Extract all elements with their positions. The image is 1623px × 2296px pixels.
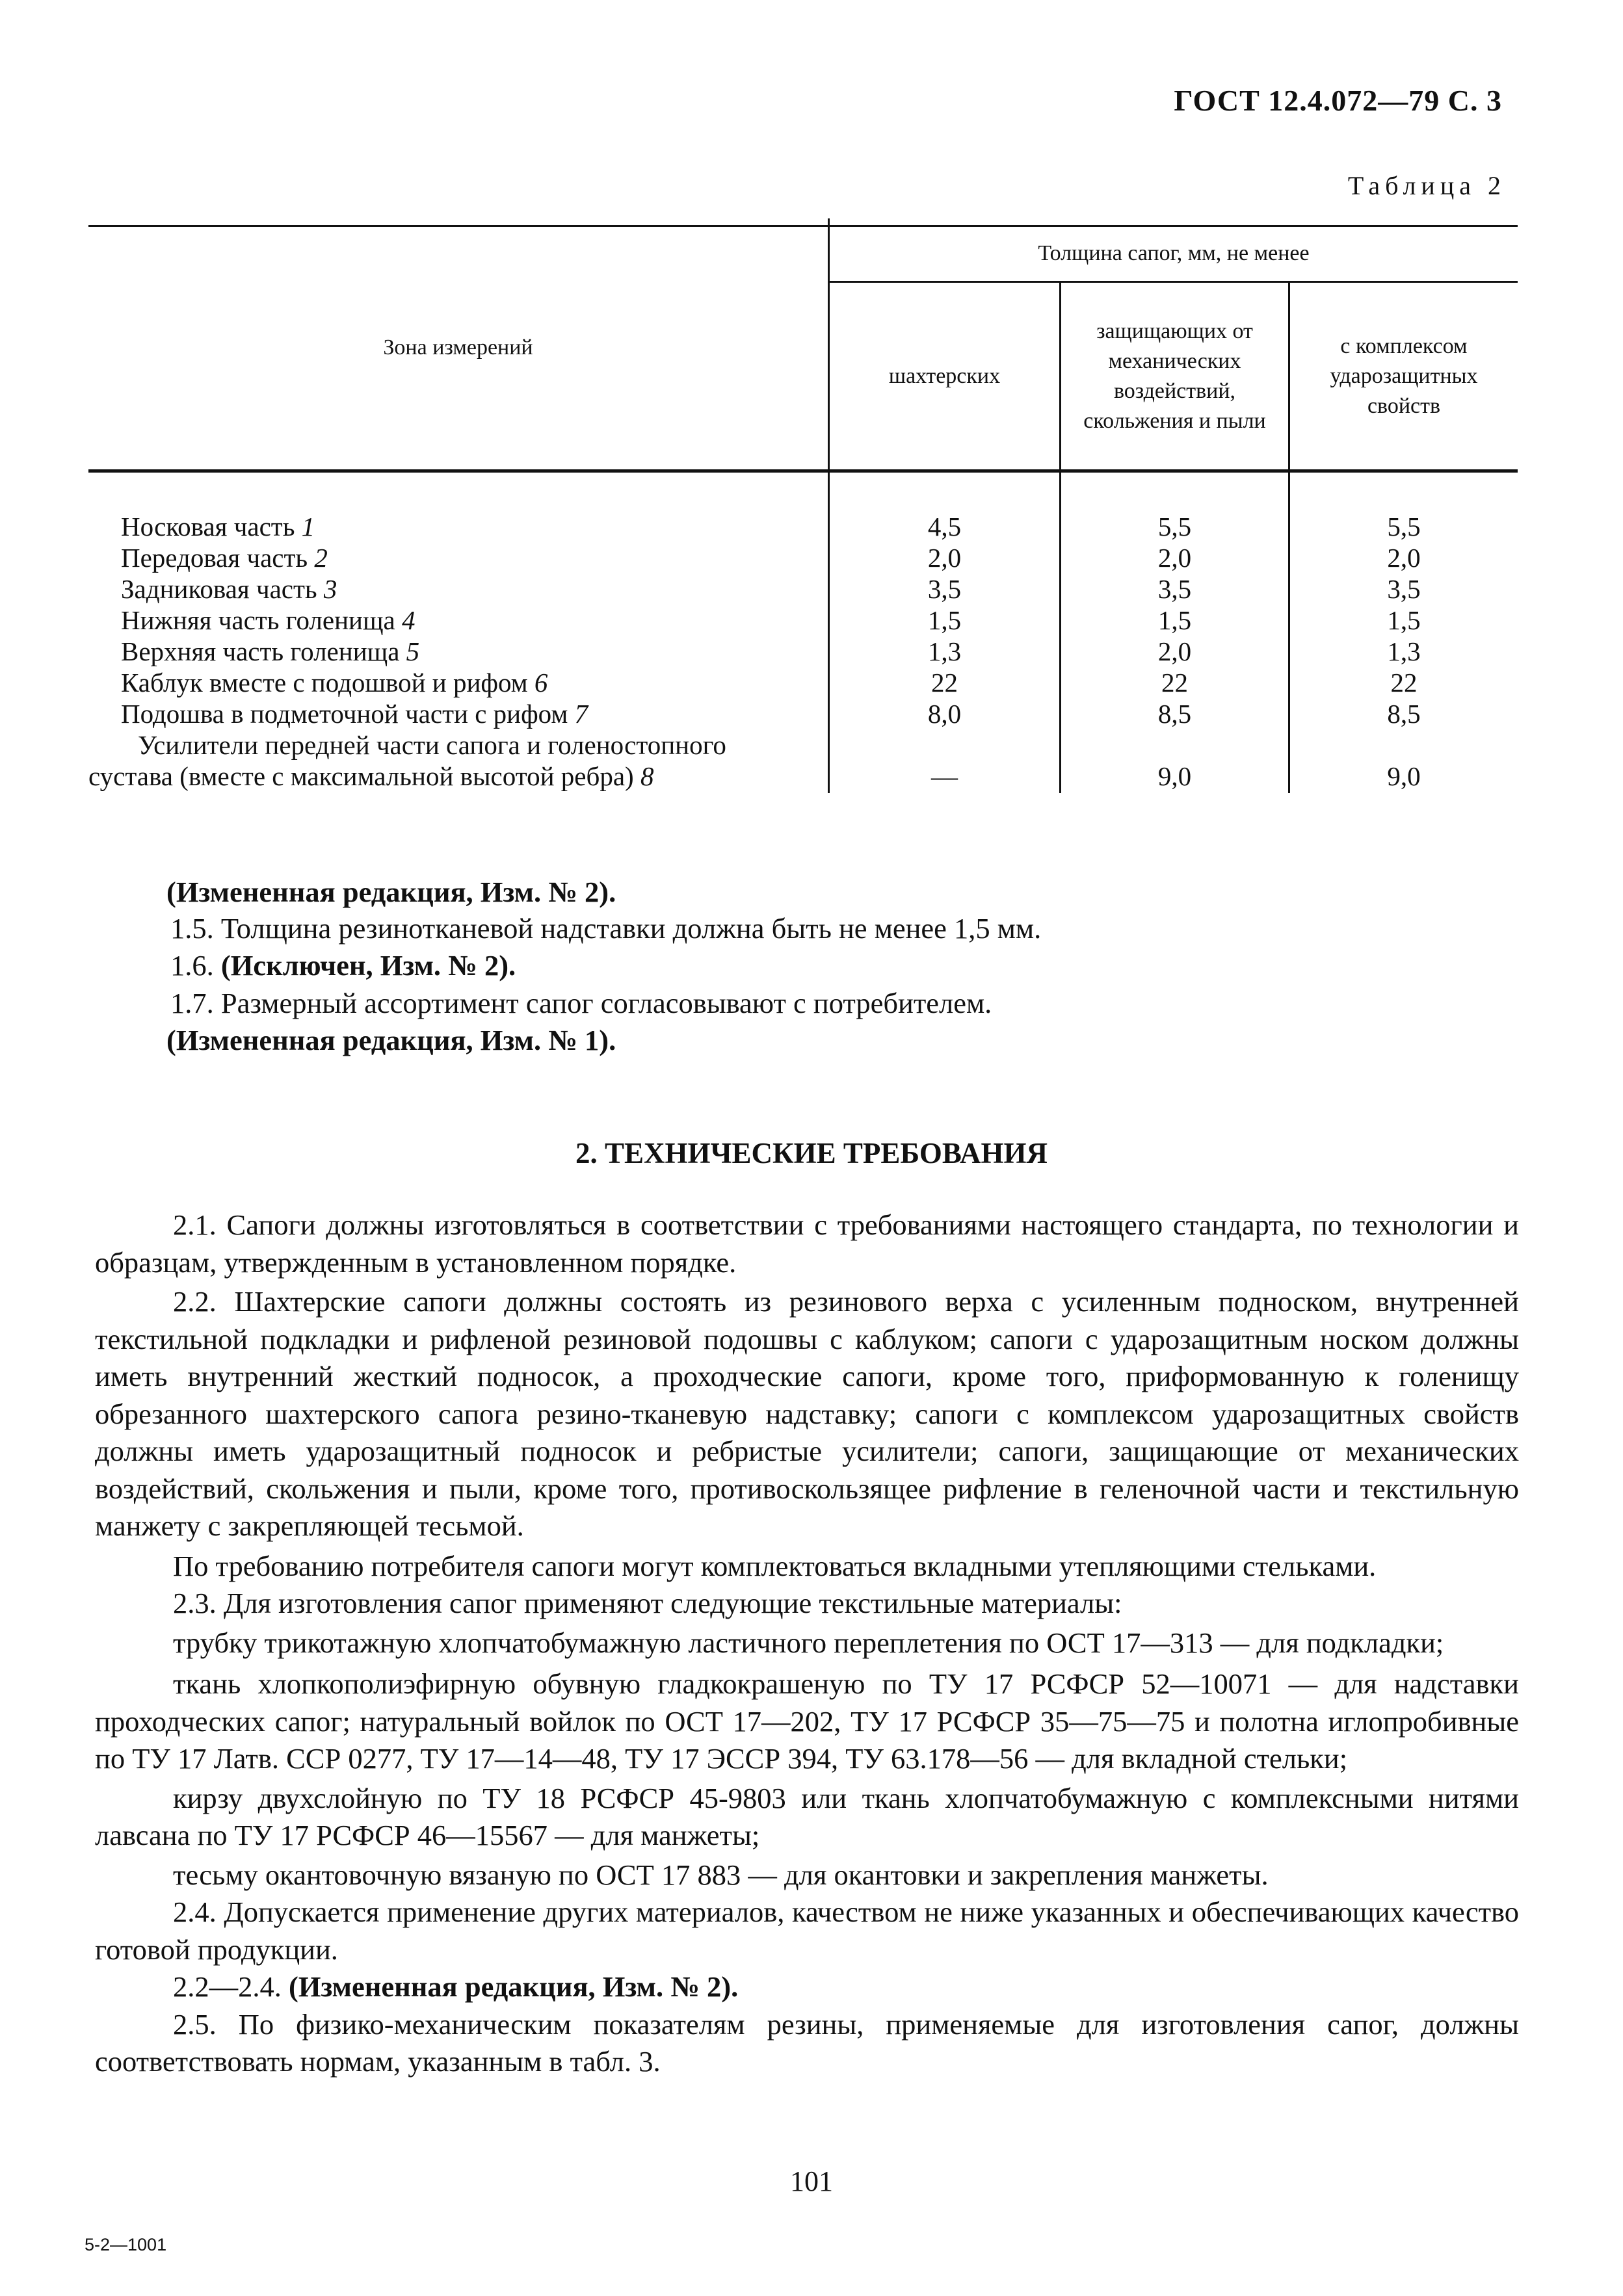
value-impact: 1,5 <box>1387 605 1421 635</box>
value-impact: 9,0 <box>1387 761 1421 791</box>
zone-number: 2 <box>314 543 328 573</box>
clause-1-6 <box>170 947 1519 985</box>
clause-2-4: 2.4. Допускается применение других материалов, качеством не ниже указанных и обеспечивающих качество готовой продукции. <box>95 1896 1519 1966</box>
amendment-note: (Измененная редакция, Изм. № 1). <box>166 1024 616 1056</box>
clause-2-3-c: кирзу двухслойную по ТУ 18 РСФСР 45-9803 или ткань хлопчатобумажную с комплексными нитями лавсана по ТУ 17 РСФСР 46—15567 — для манжеты; <box>95 1781 1519 1851</box>
zone-label: Нижняя часть голенища <box>121 605 395 635</box>
clause-2-2: 2.2. Шахтерские сапоги должны состоять из резинового верха с усиленным подноском, внутренней текстильной подкладки и рифленой резиновой подошвы с каблуком; сапоги с ударозащитным носком должны иметь внутренний жесткий подносок, а проходческие сапоги, кроме того, приформованную к голенищу обрезанного шахтерского сапога резино-тканевую надставку; сапоги с комплексом ударозащитных свойств должны иметь ударозащитный подносок и ребристые усилители; сапоги, защищающие от механических воздействий, скольжения и пыли, кроме того, противоскользящее рифление в геленочной части и текстильную манжету с закрепляющей тесьмой. <box>95 1285 1519 1542</box>
section-title: 2. ТЕХНИЧЕСКИЕ ТРЕБОВАНИЯ <box>575 1137 1048 1169</box>
clause-number: 1.6. <box>170 949 214 982</box>
clause-1-5: 1.5. Толщина резинотканевой надставки должна быть не менее 1,5 мм. <box>170 911 1042 945</box>
value-mech: 2,0 <box>1157 636 1192 666</box>
value-mining: 3,5 <box>927 574 962 604</box>
value-mech: 1,5 <box>1157 605 1192 635</box>
table-header-bottom-rule <box>88 469 1518 473</box>
clause-2-3-d: тесьму окантовочную вязаную по ОСТ 17 883 — для окантовки и закрепления манжеты. <box>173 1858 1269 1891</box>
zone-number: 6 <box>534 668 548 698</box>
zone-label-line2: сустава (вместе с максимальной высотой ребра) <box>88 761 634 791</box>
value-impact: 1,3 <box>1387 636 1421 666</box>
value-impact: 2,0 <box>1387 543 1421 573</box>
clause-2-2-2-4 <box>95 1968 1519 2006</box>
zone-number: 7 <box>574 699 588 729</box>
value-impact: 3,5 <box>1387 574 1421 604</box>
col-header-group: Толщина сапог, мм, не менее <box>1038 241 1310 265</box>
section-2-body <box>95 1207 1519 2081</box>
value-impact: 22 <box>1390 668 1418 698</box>
value-mining: 1,3 <box>927 636 962 666</box>
value-mech: 2,0 <box>1157 543 1192 573</box>
clause-2-1: 2.1. Сапоги должны изготовляться в соответствии с требованиями настоящего стандарта, по технологии и образцам, утвержденным в установленном порядке. <box>95 1208 1519 1279</box>
value-mech: 9,0 <box>1157 761 1192 791</box>
amendment-note: (Измененная редакция, Изм. № 2). <box>166 876 616 908</box>
zone-label: Задниковая часть <box>121 574 317 604</box>
zone-label: Каблук вместе с подошвой и рифом <box>121 668 528 698</box>
clause-2-3-a: трубку трикотажную хлопчатобумажную ластичного переплетения по ОСТ 17—313 — для подкладки; <box>173 1626 1444 1659</box>
value-mining: 2,0 <box>927 543 962 573</box>
zone-label: Носковая часть <box>121 512 295 541</box>
clause-2-5: 2.5. По физико-механическим показателям резины, применяемые для изготовления сапог, должны соответствовать нормам, указанным в табл. 3. <box>95 2007 1519 2078</box>
col-header-zone: Зона измерений <box>383 335 533 359</box>
zone-number: 1 <box>301 512 315 541</box>
zone-label: Подошва в подметочной части с рифом <box>121 699 568 729</box>
value-mech: 3,5 <box>1157 574 1192 604</box>
value-mining: 22 <box>931 668 958 698</box>
value-mech: 5,5 <box>1157 512 1192 541</box>
value-mining: — <box>931 761 958 791</box>
clause-status: (Исключен, Изм. № 2). <box>220 949 516 982</box>
clause-1-7: 1.7. Размерный ассортимент сапог согласовывают с потребителем. <box>170 986 992 1019</box>
print-code: 5-2—1001 <box>85 2235 167 2254</box>
table-group-rule <box>829 281 1518 283</box>
clause-2-3-b: ткань хлопкополиэфирную обувную гладкокрашеную по ТУ 17 РСФСР 52—10071 — для надставки проходческих сапог; натуральный войлок по ОСТ 17—202, ТУ 17 РСФСР 35—75—75 и полотна иглопробивные по ТУ 17 Латв. ССР 0277, ТУ 17—14—48, ТУ 17 ЭССР 394, ТУ 63.178—56 — для вкладной стельки; <box>95 1667 1519 1775</box>
clause-2-2-note: По требованию потребителя сапоги могут комплектоваться вкладными утепляющими стельками. <box>173 1549 1377 1582</box>
value-mining: 1,5 <box>927 605 962 635</box>
zone-number: 5 <box>406 636 420 666</box>
zone-label: Передовая часть <box>121 543 308 573</box>
zone-label-line1: Усилители передней части сапога и голеностопного <box>138 730 726 760</box>
after-table-block <box>166 874 1519 1060</box>
zone-number: 8 <box>640 761 654 791</box>
value-mech: 8,5 <box>1157 699 1192 729</box>
value-mech: 22 <box>1161 668 1188 698</box>
page-header: ГОСТ 12.4.072—79 С. 3 <box>1174 84 1502 117</box>
table-label: Таблица 2 <box>1347 171 1506 200</box>
page-number: 101 <box>790 2165 833 2197</box>
value-impact: 8,5 <box>1387 699 1421 729</box>
zone-label: Верхняя часть голенища <box>121 636 400 666</box>
value-mining: 4,5 <box>927 512 962 541</box>
col-header-mining: шахтерских <box>888 364 1001 388</box>
amendment-note: (Измененная редакция, Изм. № 2). <box>289 1970 739 2003</box>
clause-number: 2.2—2.4. <box>173 1970 282 2003</box>
value-mining: 8,0 <box>927 699 962 729</box>
col-header-mech: защищающих от механических воздействий, скольжения и пыли <box>1083 319 1266 433</box>
col-header-impact: с комплексом ударозащитных свойств <box>1330 334 1478 418</box>
clause-2-3: 2.3. Для изготовления сапог применяют следующие текстильные материалы: <box>173 1587 1122 1619</box>
value-impact: 5,5 <box>1387 512 1421 541</box>
zone-number: 3 <box>323 574 337 604</box>
zone-number: 4 <box>401 605 416 635</box>
